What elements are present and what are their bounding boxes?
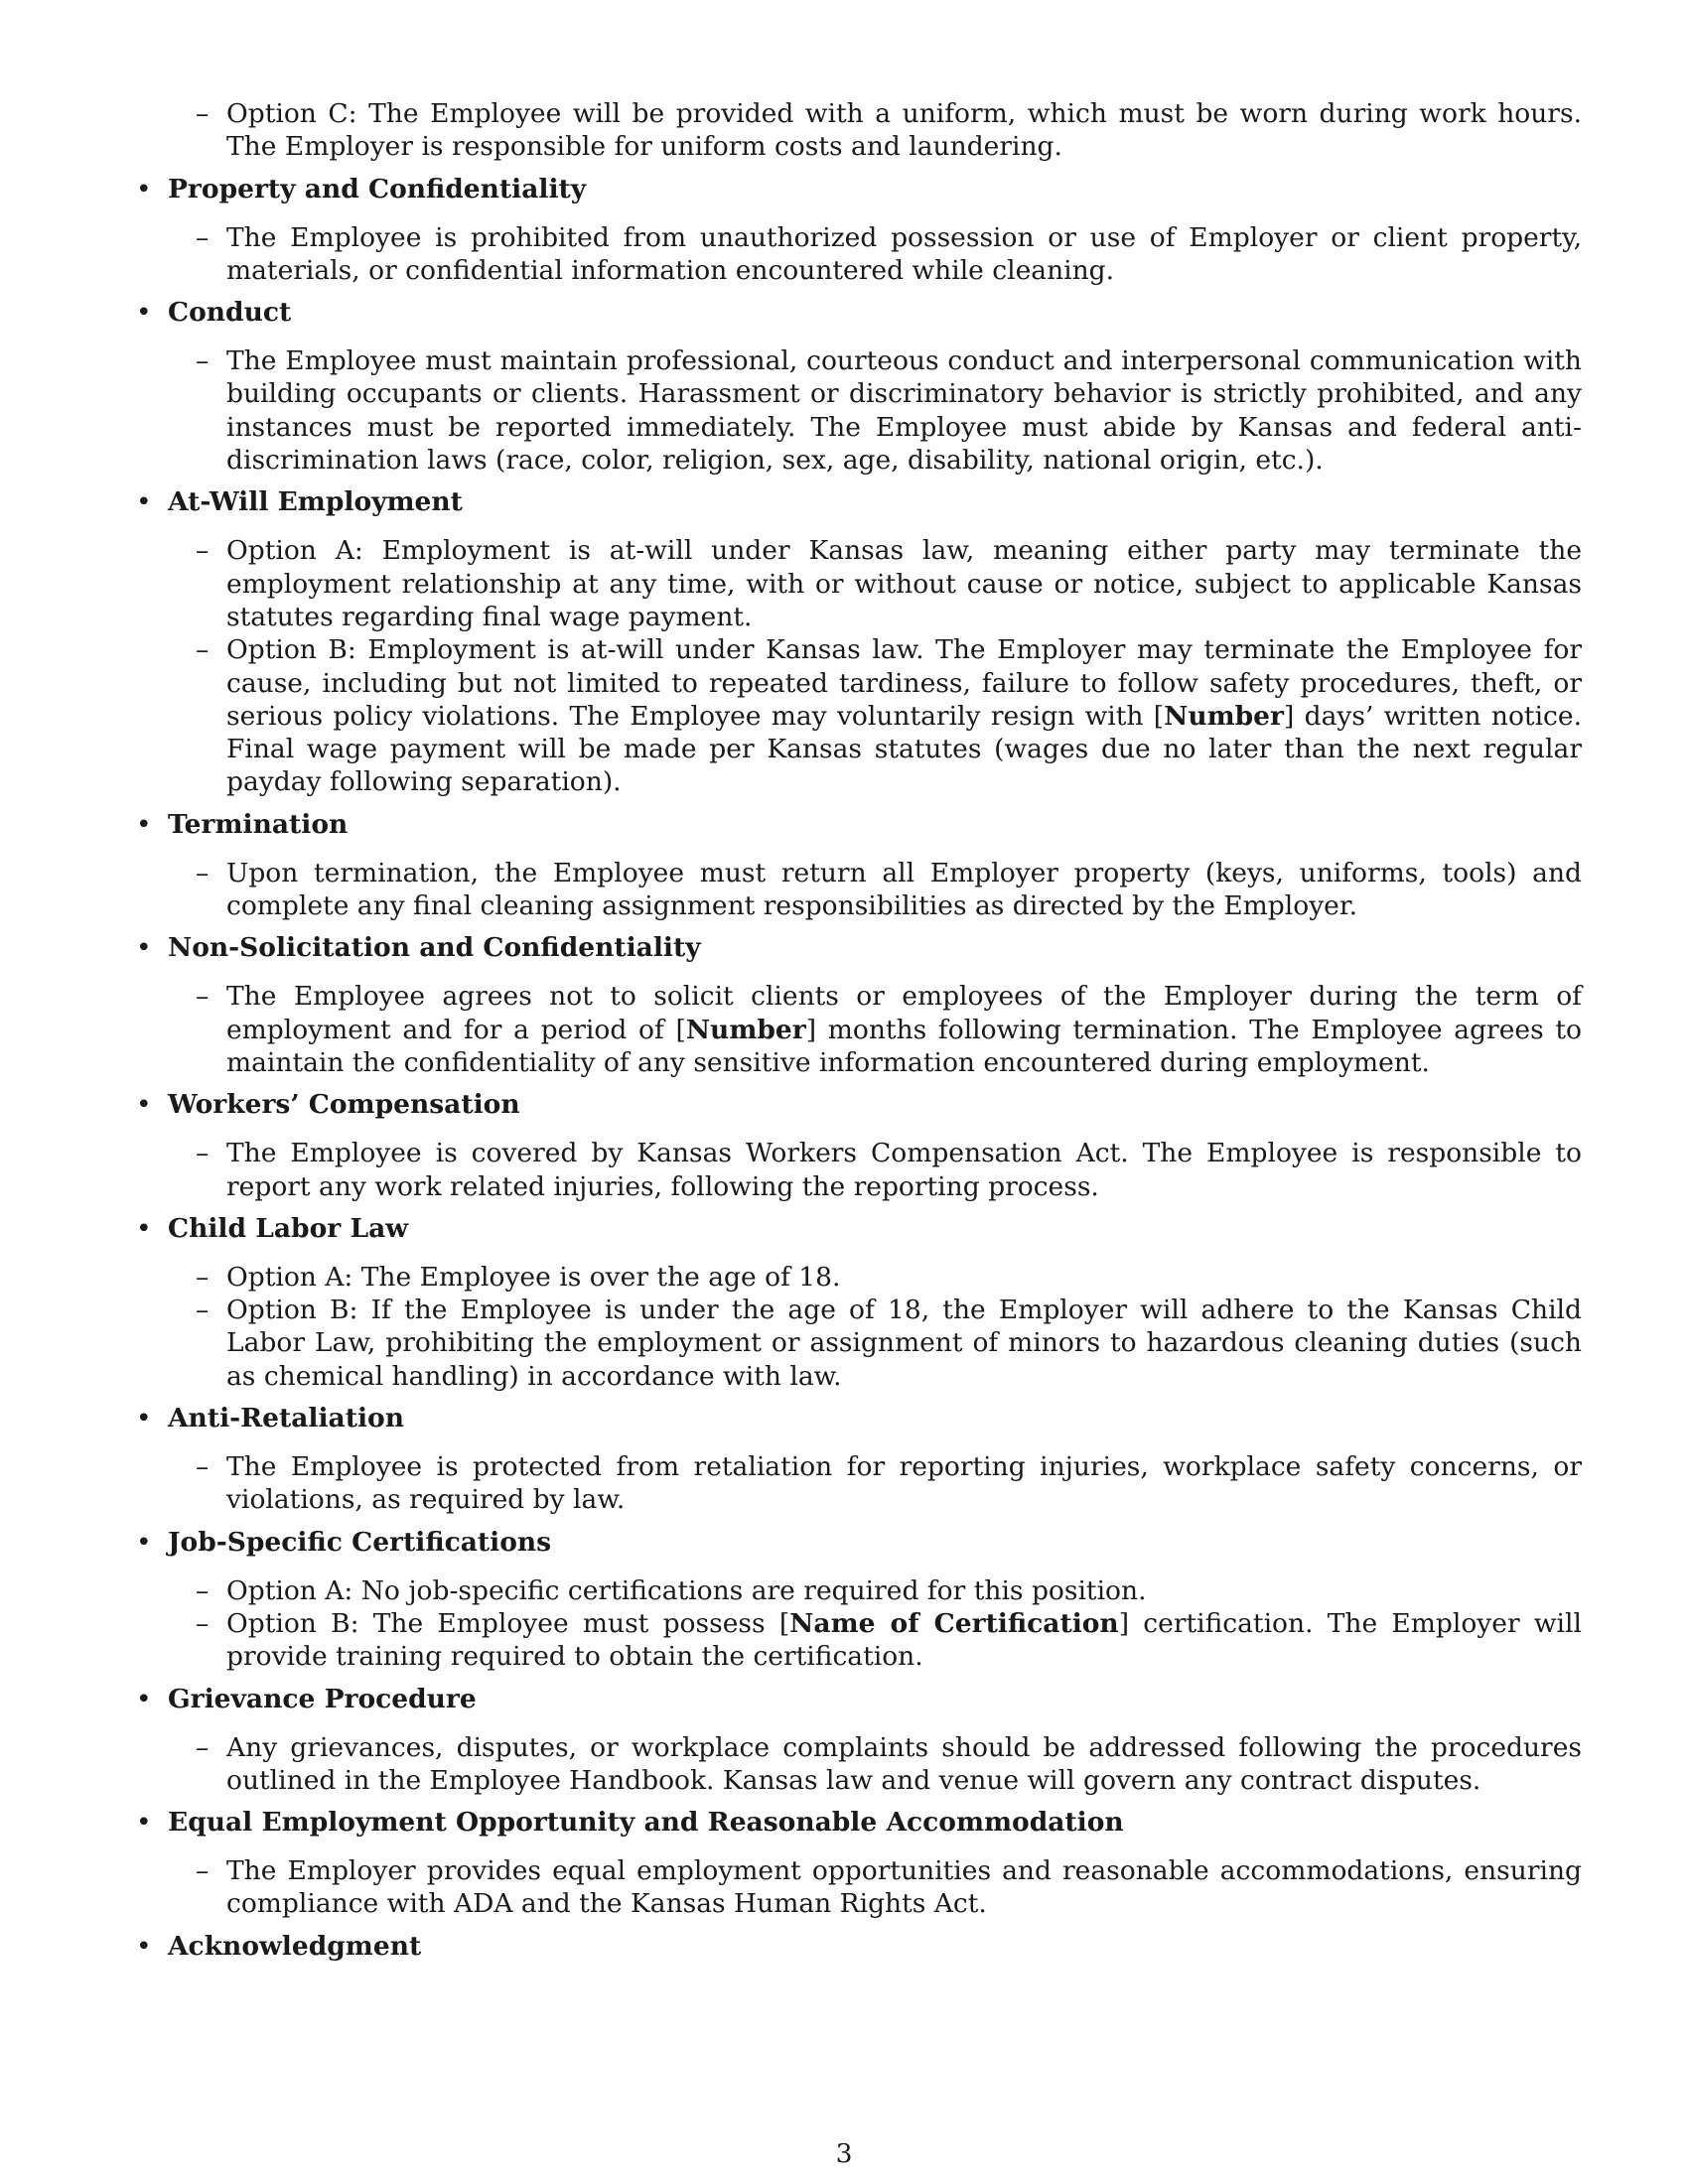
option-list <box>132 534 1582 798</box>
dash-marker: – <box>196 1451 210 1483</box>
bullet-marker: • <box>136 932 152 964</box>
bullet-marker: • <box>136 1930 152 1962</box>
option-text-before: The Employee agrees not to solicit clients or employees of the Employer during the term of employment and for a period of [ <box>226 981 1582 1045</box>
bullet-marker: • <box>136 1089 152 1121</box>
dash-marker: – <box>196 1855 210 1887</box>
dash-marker: – <box>196 345 210 377</box>
dash-marker: – <box>196 1261 210 1293</box>
option-item <box>132 857 1582 923</box>
section-heading <box>132 1806 1582 1839</box>
section-conduct <box>132 296 1582 477</box>
section-heading <box>132 1526 1582 1559</box>
section-heading-text: Child Labor Law <box>168 1212 409 1244</box>
section-acknowledgment <box>132 1930 1582 1963</box>
bullet-marker: • <box>136 1526 152 1558</box>
section-job-certifications <box>132 1526 1582 1674</box>
option-item <box>132 221 1582 288</box>
section-equal-employment <box>132 1806 1582 1921</box>
option-text-after: ] days’ written notice. Final wage payment will be made per Kansas statutes (wages due no later than the next regular payday following separation). <box>226 700 1582 798</box>
option-text-before: Option B: Employment is at-will under Kansas law. The Employer may terminate the Employee for cause, including but not limited to repeated tardiness, failure to follow safety procedures, theft, or serious policy violations. The Employee may voluntarily resign with [ <box>226 634 1582 732</box>
option-item <box>132 1731 1582 1798</box>
bullet-marker: • <box>136 297 152 329</box>
option-item <box>132 344 1582 477</box>
section-heading-text: Job-Specific Certifications <box>168 1526 552 1558</box>
option-text: The Employee is protected from retaliation for reporting injuries, workplace safety concerns, or violations, as required by law. <box>226 1451 1582 1516</box>
option-text: Option C: The Employee will be provided with a uniform, which must be worn during work hours. The Employer is responsible for uniform costs and laundering. <box>226 98 1582 163</box>
option-text-after: ] months following termination. The Employee agrees to maintain the confidentiality of any sensitive information encountered during employment. <box>226 1014 1582 1078</box>
option-list <box>132 97 1582 164</box>
option-list <box>132 857 1582 923</box>
option-item <box>132 1294 1582 1393</box>
section-heading-text: At-Will Employment <box>168 486 463 518</box>
section-heading-text: Property and Confidentiality <box>168 173 587 205</box>
bullet-marker: • <box>136 173 152 205</box>
section-heading <box>132 296 1582 329</box>
section-at-will-employment <box>132 485 1582 798</box>
dash-marker: – <box>196 1731 210 1763</box>
placeholder-number: Number <box>685 1014 806 1045</box>
option-item <box>132 1450 1582 1517</box>
option-item <box>132 1574 1582 1607</box>
section-non-solicitation <box>132 931 1582 1079</box>
dash-marker: – <box>196 1138 210 1169</box>
section-workers-compensation <box>132 1088 1582 1203</box>
option-list <box>132 980 1582 1079</box>
bullet-marker: • <box>136 486 152 518</box>
section-heading <box>132 808 1582 841</box>
option-list <box>132 1137 1582 1203</box>
section-heading-text: Anti-Retaliation <box>168 1403 404 1434</box>
option-list <box>132 221 1582 288</box>
dash-marker: – <box>196 857 210 888</box>
placeholder-number: Number <box>1164 700 1284 732</box>
option-item <box>132 633 1582 798</box>
option-list <box>132 1261 1582 1393</box>
option-item <box>132 1137 1582 1203</box>
option-item <box>132 97 1582 164</box>
dash-marker: – <box>196 1574 210 1606</box>
option-text-before: Option B: The Employee must possess [ <box>226 1607 790 1639</box>
section-heading-text: Grievance Procedure <box>168 1683 477 1714</box>
section-child-labor-law <box>132 1212 1582 1393</box>
option-text: Upon termination, the Employee must return all Employer property (keys, uniforms, tools) and complete any final cleaning assignment responsibilities as directed by the Employer. <box>226 857 1582 922</box>
option-list <box>132 1450 1582 1517</box>
placeholder-certification-name: Name of Certification <box>789 1607 1119 1639</box>
option-text: The Employee is prohibited from unauthorized possession or use of Employer or client property, materials, or confidential information encountered while cleaning. <box>226 221 1582 286</box>
section-heading <box>132 1088 1582 1121</box>
dash-marker: – <box>196 634 210 666</box>
document-body <box>132 97 1582 1979</box>
section-property-confidentiality <box>132 173 1582 288</box>
bullet-marker: • <box>136 1403 152 1434</box>
option-item <box>132 980 1582 1079</box>
section-heading-text: Termination <box>168 808 349 840</box>
section-heading <box>132 931 1582 964</box>
section-heading <box>132 1683 1582 1715</box>
page-number: 3 <box>835 2138 853 2169</box>
bullet-marker: • <box>136 1807 152 1839</box>
section-heading-text: Non-Solicitation and Confidentiality <box>168 932 701 964</box>
section-heading <box>132 1930 1582 1963</box>
section-heading <box>132 173 1582 205</box>
option-text: Option B: If the Employee is under the age of 18, the Employer will adhere to the Kansas Child Labor Law, prohibiting the employment or assignment of minors to hazardous cleaning duties (such as chemical handling) in accordance with law. <box>226 1295 1582 1392</box>
section-heading-text: Acknowledgment <box>168 1930 422 1962</box>
section-anti-retaliation <box>132 1402 1582 1517</box>
option-list <box>132 1731 1582 1798</box>
bullet-marker: • <box>136 808 152 840</box>
option-text: Any grievances, disputes, or workplace complaints should be addressed following the procedures outlined in the Employee Handbook. Kansas law and venue will govern any contract disputes. <box>226 1731 1582 1796</box>
section-uniform-continuation <box>132 97 1582 164</box>
option-text: The Employee must maintain professional, courteous conduct and interpersonal communication with building occupants or clients. Harassment or discriminatory behavior is strictly prohibited, and any instances must be reported immediately. The Employee must abide by Kansas and federal anti-discrimination laws (race, color, religion, sex, age, disability, national origin, etc.). <box>226 345 1582 477</box>
section-heading-text: Conduct <box>168 297 292 329</box>
option-text: Option A: Employment is at-will under Kansas law, meaning either party may terminate the employment relationship at any time, with or without cause or notice, subject to applicable Kansas statutes regarding final wage payment. <box>226 535 1582 632</box>
bullet-marker: • <box>136 1212 152 1244</box>
section-heading-text: Workers’ Compensation <box>168 1089 520 1121</box>
section-heading <box>132 1402 1582 1434</box>
option-text: The Employee is covered by Kansas Workers Compensation Act. The Employee is responsible to report any work related injuries, following the reporting process. <box>226 1138 1582 1202</box>
dash-marker: – <box>196 1295 210 1326</box>
section-grievance-procedure <box>132 1683 1582 1798</box>
section-heading <box>132 485 1582 518</box>
section-heading <box>132 1212 1582 1245</box>
dash-marker: – <box>196 535 210 567</box>
option-text: Option A: The Employee is over the age of 18. <box>226 1261 841 1293</box>
option-item <box>132 1607 1582 1674</box>
bullet-marker: • <box>136 1683 152 1714</box>
option-item <box>132 534 1582 633</box>
option-text: The Employer provides equal employment opportunities and reasonable accommodations, ensuring compliance with ADA and the Kansas Human Rights Act. <box>226 1855 1582 1920</box>
option-list <box>132 1854 1582 1921</box>
option-item <box>132 1854 1582 1921</box>
dash-marker: – <box>196 1607 210 1639</box>
option-list <box>132 1574 1582 1674</box>
option-text: Option A: No job-specific certifications are required for this position. <box>226 1574 1147 1606</box>
section-termination <box>132 808 1582 923</box>
dash-marker: – <box>196 221 210 253</box>
option-item <box>132 1261 1582 1294</box>
option-text-after: ] certification. The Employer will provide training required to obtain the certification. <box>226 1607 1582 1673</box>
option-list <box>132 344 1582 477</box>
dash-marker: – <box>196 98 210 129</box>
section-heading-text: Equal Employment Opportunity and Reasonable Accommodation <box>168 1807 1124 1839</box>
dash-marker: – <box>196 981 210 1013</box>
